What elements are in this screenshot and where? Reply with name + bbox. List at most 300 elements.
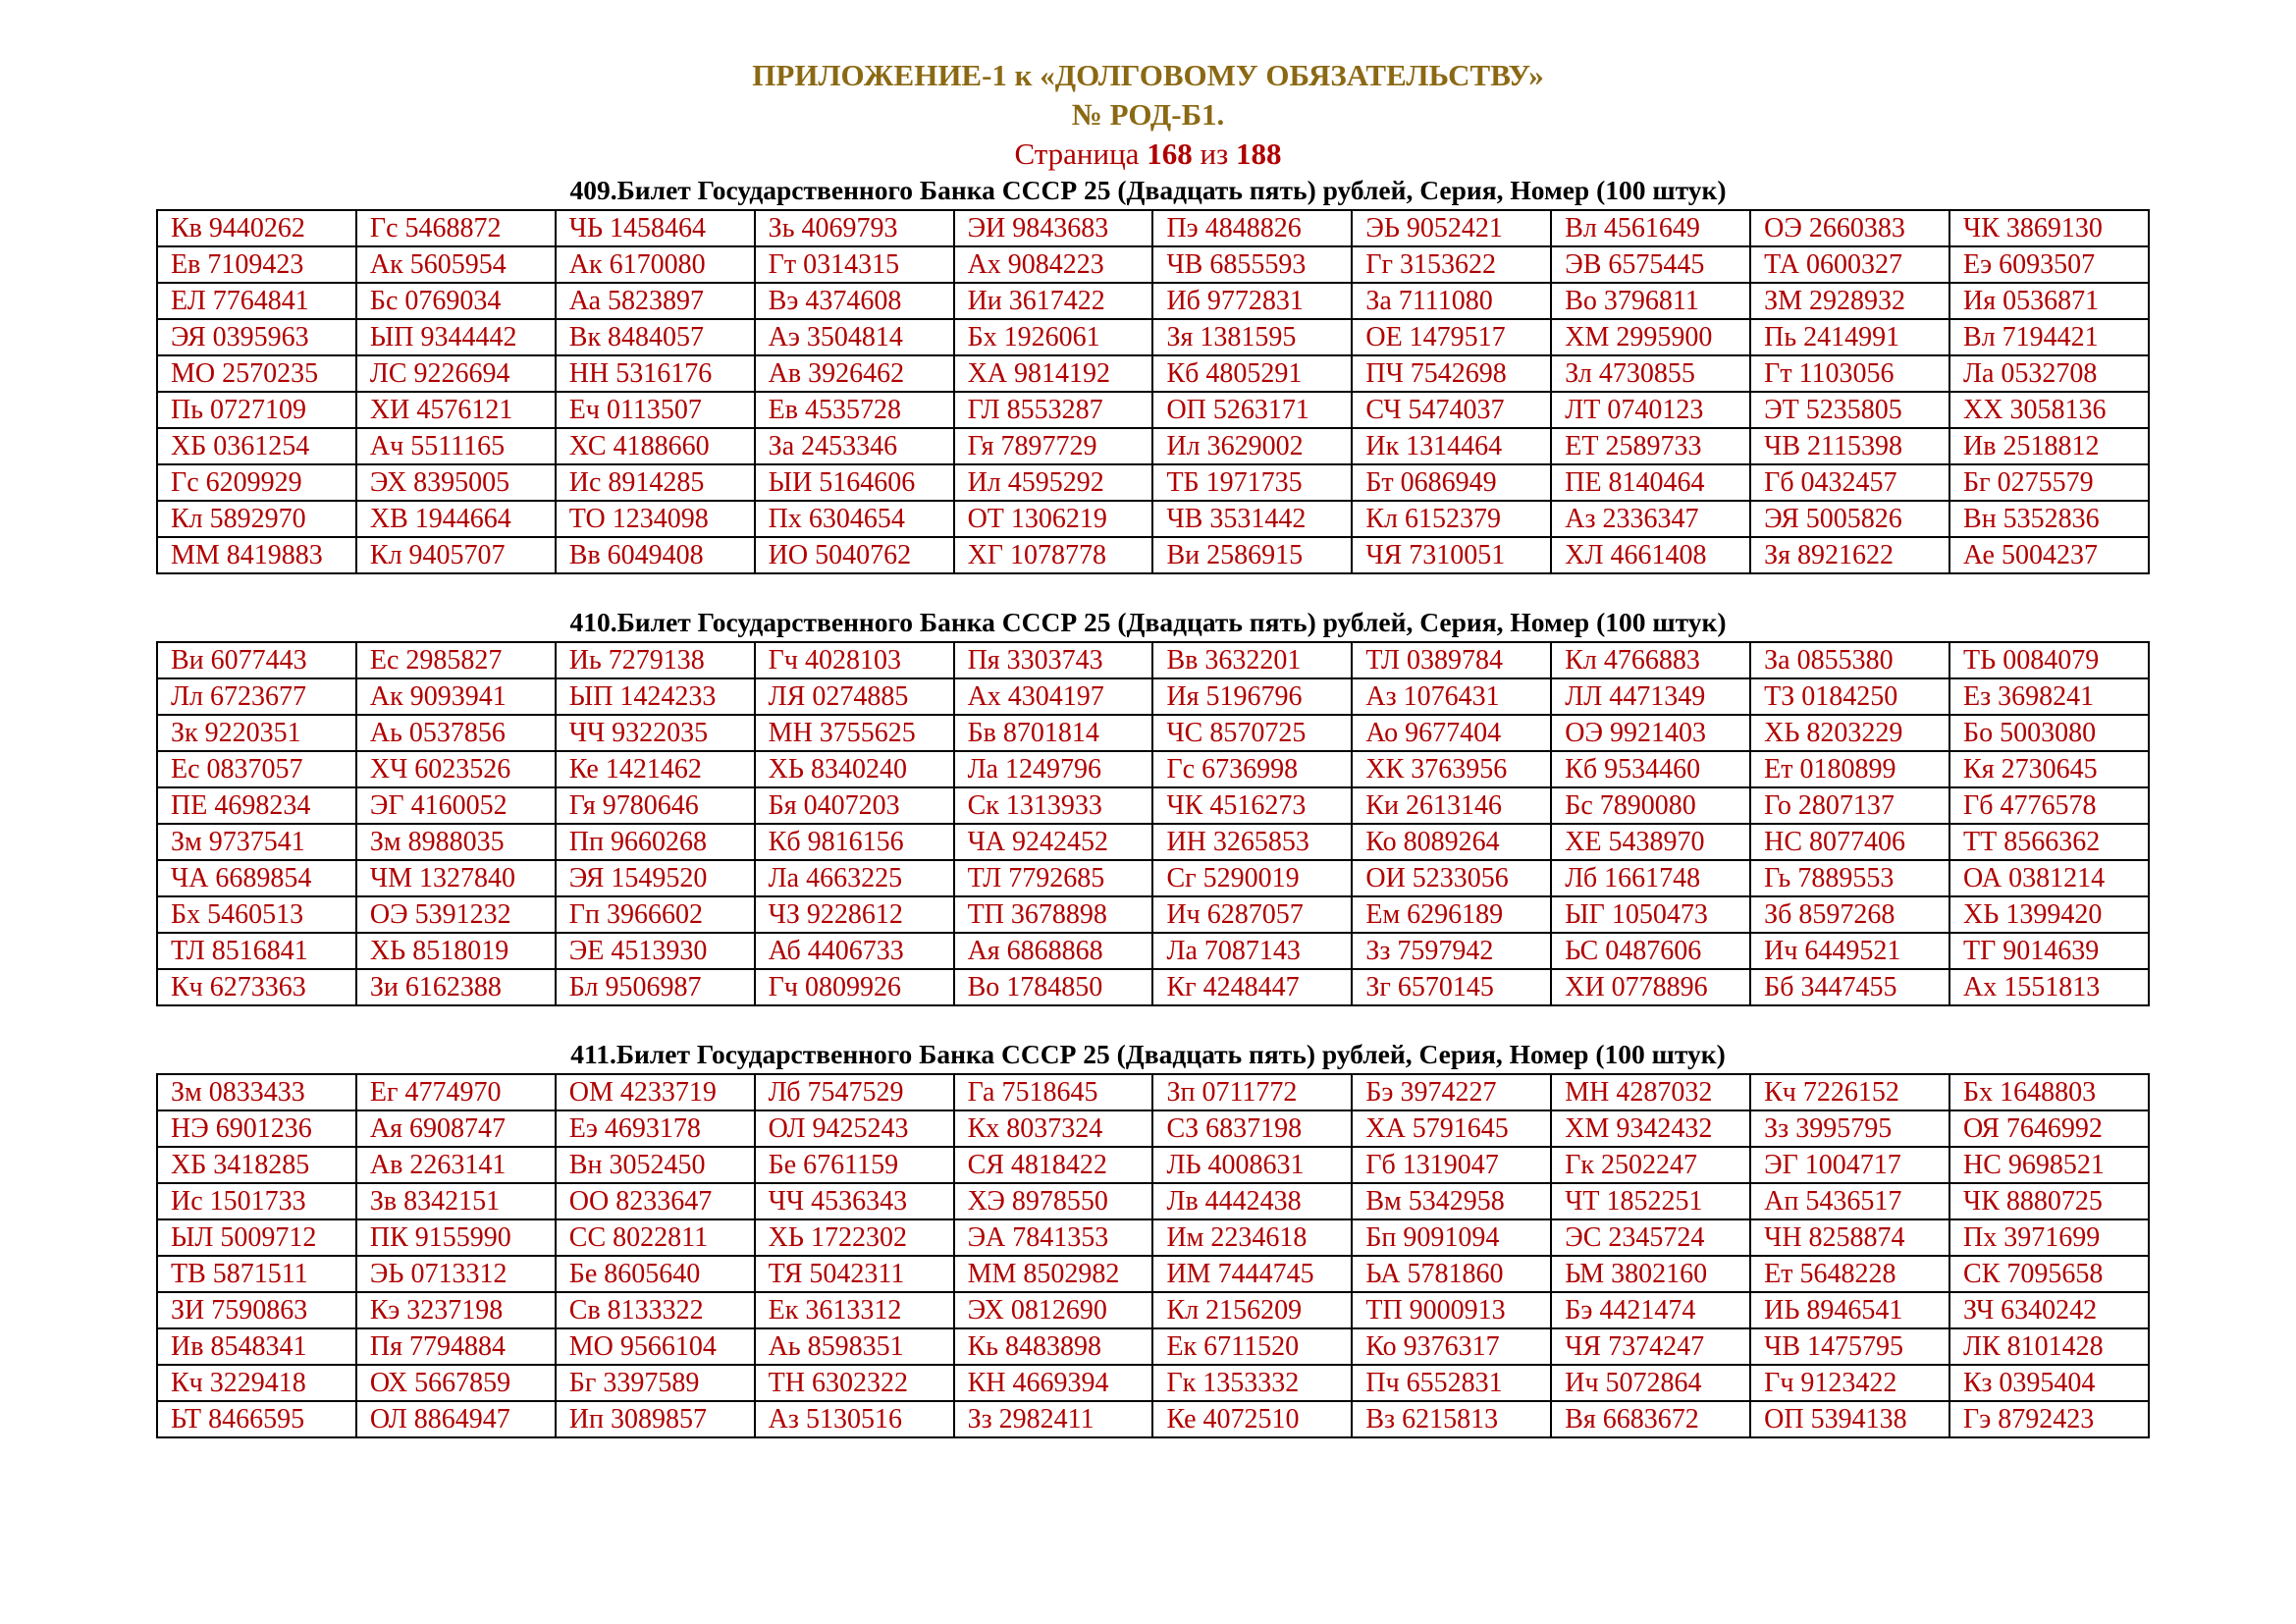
ticket-cell: Кб 9816156 (755, 824, 954, 860)
ticket-cell: ЧК 4516273 (1152, 787, 1352, 824)
ticket-cell: ЛК 8101428 (1949, 1328, 2149, 1365)
ticket-cell: Пя 7794884 (356, 1328, 556, 1365)
ticket-cell: Кч 3229418 (157, 1365, 356, 1401)
ticket-cell: Ез 3698241 (1949, 678, 2149, 715)
ticket-cell: Кл 4766883 (1551, 642, 1750, 678)
ticket-cell: Бх 1926061 (954, 319, 1153, 355)
ticket-cell: Гк 2502247 (1551, 1147, 1750, 1183)
table-row (157, 678, 2149, 715)
ticket-cell: ХВ 1944664 (356, 501, 556, 537)
ticket-cell: ЧЯ 7310051 (1352, 537, 1551, 573)
ticket-cell: Ет 5648228 (1750, 1256, 1949, 1292)
ticket-cell: Бх 5460513 (157, 896, 356, 933)
ticket-cell: Лл 6723677 (157, 678, 356, 715)
ticket-cell: ТЛ 7792685 (954, 860, 1153, 896)
ticket-cell: Кл 6152379 (1352, 501, 1551, 537)
ticket-cell: Ае 5004237 (1949, 537, 2149, 573)
ticket-cell: Ла 4663225 (755, 860, 954, 896)
ticket-cell: ЛЯ 0274885 (755, 678, 954, 715)
ticket-cell: Ла 0532708 (1949, 355, 2149, 392)
ticket-cell: ММ 8419883 (157, 537, 356, 573)
ticket-cell: Гб 1319047 (1352, 1147, 1551, 1183)
ticket-cell: Лб 7547529 (755, 1074, 954, 1110)
ticket-cell: НС 8077406 (1750, 824, 1949, 860)
ticket-cell: ЕЛ 7764841 (157, 283, 356, 319)
ticket-cell: Гс 5468872 (356, 210, 556, 246)
section-410-table (156, 641, 2150, 1006)
ticket-cell: Ая 6908747 (356, 1110, 556, 1147)
ticket-cell: Гб 4776578 (1949, 787, 2149, 824)
table-row (157, 1219, 2149, 1256)
table-row (157, 860, 2149, 896)
ticket-cell: Гя 7897729 (954, 428, 1153, 464)
ticket-cell: Бг 3397589 (556, 1365, 755, 1401)
ticket-cell: ЫП 9344442 (356, 319, 556, 355)
ticket-cell: Га 7518645 (954, 1074, 1153, 1110)
ticket-cell: Вл 4561649 (1551, 210, 1750, 246)
ticket-cell: СЯ 4818422 (954, 1147, 1153, 1183)
table-row (157, 392, 2149, 428)
ticket-cell: Вэ 4374608 (755, 283, 954, 319)
ticket-cell: ХГ 1078778 (954, 537, 1153, 573)
ticket-cell: Зя 8921622 (1750, 537, 1949, 573)
page-of-label: из (1200, 136, 1229, 171)
table-row (157, 319, 2149, 355)
ticket-cell: Ес 0837057 (157, 751, 356, 787)
ticket-cell: Аз 1076431 (1352, 678, 1551, 715)
ticket-cell: ХЬ 8340240 (755, 751, 954, 787)
ticket-cell: Зк 9220351 (157, 715, 356, 751)
ticket-cell: Ич 6449521 (1750, 933, 1949, 969)
ticket-cell: ЭЯ 1549520 (556, 860, 755, 896)
ticket-cell: Гэ 8792423 (1949, 1401, 2149, 1437)
document-number: № РОД-Б1. (1071, 97, 1225, 132)
table-row (157, 715, 2149, 751)
ticket-cell: Ак 6170080 (556, 246, 755, 283)
ticket-cell: ОП 5263171 (1152, 392, 1352, 428)
ticket-cell: ЭХ 0812690 (954, 1292, 1153, 1328)
ticket-cell: Ис 8914285 (556, 464, 755, 501)
ticket-cell: ЧА 9242452 (954, 824, 1153, 860)
ticket-cell: МО 9566104 (556, 1328, 755, 1365)
ticket-cell: Бт 0686949 (1352, 464, 1551, 501)
ticket-cell: ЭИ 9843683 (954, 210, 1153, 246)
ticket-cell: Аз 2336347 (1551, 501, 1750, 537)
ticket-cell: Зм 8988035 (356, 824, 556, 860)
table-row (157, 246, 2149, 283)
ticket-cell: Ак 9093941 (356, 678, 556, 715)
ticket-cell: ОА 0381214 (1949, 860, 2149, 896)
ticket-cell: ХЛ 4661408 (1551, 537, 1750, 573)
ticket-cell: Ег 4774970 (356, 1074, 556, 1110)
ticket-cell: ОЕ 1479517 (1352, 319, 1551, 355)
ticket-cell: СЧ 5474037 (1352, 392, 1551, 428)
ticket-cell: Пх 3971699 (1949, 1219, 2149, 1256)
ticket-cell: ЕТ 2589733 (1551, 428, 1750, 464)
ticket-cell: Гс 6209929 (157, 464, 356, 501)
ticket-cell: Ия 5196796 (1152, 678, 1352, 715)
ticket-cell: ХИ 0778896 (1551, 969, 1750, 1005)
ticket-cell: Ав 3926462 (755, 355, 954, 392)
ticket-cell: ЭХ 8395005 (356, 464, 556, 501)
ticket-cell: Ик 1314464 (1352, 428, 1551, 464)
ticket-cell: Кг 4248447 (1152, 969, 1352, 1005)
ticket-cell: Бг 0275579 (1949, 464, 2149, 501)
ticket-cell: Зл 4730855 (1551, 355, 1750, 392)
ticket-cell: Ах 9084223 (954, 246, 1153, 283)
ticket-cell: Зг 6570145 (1352, 969, 1551, 1005)
ticket-cell: Ви 6077443 (157, 642, 356, 678)
ticket-cell: Ек 3613312 (755, 1292, 954, 1328)
section-411-title: 411.Билет Государственного Банка СССР 25 (Двадцать пять) рублей, Серия, Номер (100 штук) (570, 1039, 1726, 1069)
ticket-cell: Пч 6552831 (1352, 1365, 1551, 1401)
ticket-cell: ЧВ 3531442 (1152, 501, 1352, 537)
ticket-cell: Кь 8483898 (954, 1328, 1153, 1365)
ticket-cell: ЛЬ 4008631 (1152, 1147, 1352, 1183)
ticket-cell: ЬС 0487606 (1551, 933, 1750, 969)
ticket-cell: ЛС 9226694 (356, 355, 556, 392)
ticket-cell: Зь 4069793 (755, 210, 954, 246)
ticket-cell: НН 5316176 (556, 355, 755, 392)
ticket-cell: ХК 3763956 (1352, 751, 1551, 787)
ticket-cell: ОЭ 2660383 (1750, 210, 1949, 246)
ticket-cell: Ах 1551813 (1949, 969, 2149, 1005)
ticket-cell: ТЬ 0084079 (1949, 642, 2149, 678)
table-row (157, 1401, 2149, 1437)
ticket-cell: Гг 3153622 (1352, 246, 1551, 283)
ticket-cell: ЧН 8258874 (1750, 1219, 1949, 1256)
ticket-cell: ТН 6302322 (755, 1365, 954, 1401)
ticket-cell: Кэ 3237198 (356, 1292, 556, 1328)
ticket-cell: Ах 4304197 (954, 678, 1153, 715)
ticket-cell: ХА 9814192 (954, 355, 1153, 392)
ticket-cell: Ек 6711520 (1152, 1328, 1352, 1365)
ticket-cell: ТБ 1971735 (1152, 464, 1352, 501)
ticket-cell: ОЯ 7646992 (1949, 1110, 2149, 1147)
ticket-cell: Лв 4442438 (1152, 1183, 1352, 1219)
ticket-cell: Ип 3089857 (556, 1401, 755, 1437)
ticket-cell: ЗИ 7590863 (157, 1292, 356, 1328)
ticket-cell: ХЕ 5438970 (1551, 824, 1750, 860)
section-410-title: 410.Билет Государственного Банка СССР 25 (Двадцать пять) рублей, Серия, Номер (100 штук) (569, 607, 1727, 637)
ticket-cell: ЭВ 6575445 (1551, 246, 1750, 283)
ticket-cell: Вк 8484057 (556, 319, 755, 355)
ticket-cell: ОМ 4233719 (556, 1074, 755, 1110)
ticket-cell: Гч 0809926 (755, 969, 954, 1005)
ticket-cell: Ии 3617422 (954, 283, 1153, 319)
ticket-cell: ЭЕ 4513930 (556, 933, 755, 969)
ticket-cell: Бе 8605640 (556, 1256, 755, 1292)
ticket-cell: Кл 9405707 (356, 537, 556, 573)
ticket-cell: ЭС 2345724 (1551, 1219, 1750, 1256)
ticket-cell: ХЧ 6023526 (356, 751, 556, 787)
table-row (157, 787, 2149, 824)
ticket-cell: Ви 2586915 (1152, 537, 1352, 573)
ticket-cell: ЧК 8880725 (1949, 1183, 2149, 1219)
ticket-cell: Ес 2985827 (356, 642, 556, 678)
ticket-cell: Зз 7597942 (1352, 933, 1551, 969)
section-409-table (156, 209, 2150, 574)
ticket-cell: ЬМ 3802160 (1551, 1256, 1750, 1292)
ticket-cell: ИМ 7444745 (1152, 1256, 1352, 1292)
ticket-cell: Бх 1648803 (1949, 1074, 2149, 1110)
ticket-cell: Пь 2414991 (1750, 319, 1949, 355)
ticket-cell: Гч 4028103 (755, 642, 954, 678)
ticket-cell: Бв 8701814 (954, 715, 1153, 751)
ticket-cell: Ки 2613146 (1352, 787, 1551, 824)
ticket-cell: Аа 5823897 (556, 283, 755, 319)
ticket-cell: ЗМ 2928932 (1750, 283, 1949, 319)
ticket-cell: Им 2234618 (1152, 1219, 1352, 1256)
ticket-cell: Лб 1661748 (1551, 860, 1750, 896)
ticket-cell: Зм 0833433 (157, 1074, 356, 1110)
ticket-cell: Вл 7194421 (1949, 319, 2149, 355)
ticket-cell: ОЛ 9425243 (755, 1110, 954, 1147)
ticket-cell: Гк 1353332 (1152, 1365, 1352, 1401)
ticket-cell: Зп 0711772 (1152, 1074, 1352, 1110)
ticket-cell: Во 1784850 (954, 969, 1153, 1005)
ticket-cell: ЗЧ 6340242 (1949, 1292, 2149, 1328)
ticket-cell: ЛТ 0740123 (1551, 392, 1750, 428)
ticket-cell: Иб 9772831 (1152, 283, 1352, 319)
ticket-cell: ПЧ 7542698 (1352, 355, 1551, 392)
ticket-cell: Ем 6296189 (1352, 896, 1551, 933)
ticket-cell: Ко 9376317 (1352, 1328, 1551, 1365)
table-row (157, 537, 2149, 573)
table-row (157, 1147, 2149, 1183)
ticket-cell: ЧЯ 7374247 (1551, 1328, 1750, 1365)
ticket-cell: Гс 6736998 (1152, 751, 1352, 787)
table-row (157, 1110, 2149, 1147)
table-row (157, 1365, 2149, 1401)
ticket-cell: ОТ 1306219 (954, 501, 1153, 537)
ticket-cell: ЬТ 8466595 (157, 1401, 356, 1437)
ticket-cell: ЭА 7841353 (954, 1219, 1153, 1256)
table-row (157, 428, 2149, 464)
ticket-cell: Пп 9660268 (556, 824, 755, 860)
ticket-cell: СС 8022811 (556, 1219, 755, 1256)
ticket-cell: Ив 2518812 (1949, 428, 2149, 464)
ticket-cell: ХБ 0361254 (157, 428, 356, 464)
ticket-cell: ТЛ 0389784 (1352, 642, 1551, 678)
ticket-cell: Аь 8598351 (755, 1328, 954, 1365)
ticket-cell: За 0855380 (1750, 642, 1949, 678)
ticket-cell: Ич 6287057 (1152, 896, 1352, 933)
ticket-cell: Бэ 4421474 (1551, 1292, 1750, 1328)
ticket-cell: Пэ 4848826 (1152, 210, 1352, 246)
table-row (157, 1074, 2149, 1110)
ticket-cell: Ия 0536871 (1949, 283, 2149, 319)
ticket-cell: Ко 8089264 (1352, 824, 1551, 860)
ticket-cell: ОИ 5233056 (1352, 860, 1551, 896)
ticket-cell: ЧЗ 9228612 (755, 896, 954, 933)
ticket-cell: ХБ 3418285 (157, 1147, 356, 1183)
ticket-cell: Еэ 4693178 (556, 1110, 755, 1147)
ticket-cell: ОП 5394138 (1750, 1401, 1949, 1437)
ticket-cell: ЧЬ 1458464 (556, 210, 755, 246)
ticket-cell: ТЯ 5042311 (755, 1256, 954, 1292)
ticket-cell: Ке 4072510 (1152, 1401, 1352, 1437)
ticket-cell: Зя 1381595 (1152, 319, 1352, 355)
ticket-cell: ЭЬ 9052421 (1352, 210, 1551, 246)
ticket-cell: ХС 4188660 (556, 428, 755, 464)
ticket-cell: Зз 2982411 (954, 1401, 1153, 1437)
ticket-cell: ТГ 9014639 (1949, 933, 2149, 969)
ticket-cell: ЧЧ 9322035 (556, 715, 755, 751)
ticket-cell: ТП 9000913 (1352, 1292, 1551, 1328)
ticket-cell: Бл 9506987 (556, 969, 755, 1005)
ticket-cell: Аз 5130516 (755, 1401, 954, 1437)
table-row (157, 1183, 2149, 1219)
section-409-title: 409.Билет Государственного Банка СССР 25 (Двадцать пять) рублей, Серия, Номер (100 штук) (569, 175, 1727, 205)
ticket-cell: КН 4669394 (954, 1365, 1153, 1401)
ticket-cell: Св 8133322 (556, 1292, 755, 1328)
ticket-cell: МН 4287032 (1551, 1074, 1750, 1110)
ticket-cell: Гя 9780646 (556, 787, 755, 824)
ticket-cell: Ев 7109423 (157, 246, 356, 283)
table-row (157, 283, 2149, 319)
ticket-cell: Ач 5511165 (356, 428, 556, 464)
ticket-cell: Го 2807137 (1750, 787, 1949, 824)
ticket-cell: За 2453346 (755, 428, 954, 464)
ticket-cell: ИН 3265853 (1152, 824, 1352, 860)
table-row (157, 1328, 2149, 1365)
ticket-cell: Зм 9737541 (157, 824, 356, 860)
ticket-cell: ИЬ 8946541 (1750, 1292, 1949, 1328)
table-row (157, 501, 2149, 537)
ticket-cell: Бо 5003080 (1949, 715, 2149, 751)
ticket-cell: Ла 1249796 (954, 751, 1153, 787)
ticket-cell: Ис 1501733 (157, 1183, 356, 1219)
ticket-cell: Ев 4535728 (755, 392, 954, 428)
ticket-cell: ХИ 4576121 (356, 392, 556, 428)
ticket-cell: СЗ 6837198 (1152, 1110, 1352, 1147)
ticket-cell: Бе 6761159 (755, 1147, 954, 1183)
ticket-cell: Ив 8548341 (157, 1328, 356, 1365)
ticket-cell: Пь 0727109 (157, 392, 356, 428)
ticket-cell: ОО 8233647 (556, 1183, 755, 1219)
ticket-cell: НЭ 6901236 (157, 1110, 356, 1147)
ticket-cell: МН 3755625 (755, 715, 954, 751)
ticket-cell: Вя 6683672 (1551, 1401, 1750, 1437)
ticket-cell: ТТ 8566362 (1949, 824, 2149, 860)
ticket-cell: ЫИ 5164606 (755, 464, 954, 501)
ticket-cell: Зз 3995795 (1750, 1110, 1949, 1147)
ticket-cell: ХЭ 8978550 (954, 1183, 1153, 1219)
ticket-cell: Гч 9123422 (1750, 1365, 1949, 1401)
ticket-cell: Кв 9440262 (157, 210, 356, 246)
ticket-cell: Пх 6304654 (755, 501, 954, 537)
ticket-cell: ЭТ 5235805 (1750, 392, 1949, 428)
table-row (157, 933, 2149, 969)
ticket-cell: ЧК 3869130 (1949, 210, 2149, 246)
ticket-cell: ЧЧ 4536343 (755, 1183, 954, 1219)
ticket-cell: ЛЛ 4471349 (1551, 678, 1750, 715)
table-row (157, 1256, 2149, 1292)
ticket-cell: ПК 9155990 (356, 1219, 556, 1256)
section-411-table (156, 1073, 2150, 1438)
ticket-cell: Гб 0432457 (1750, 464, 1949, 501)
ticket-cell: ЫЛ 5009712 (157, 1219, 356, 1256)
ticket-cell: Гп 3966602 (556, 896, 755, 933)
ticket-cell: ОЭ 9921403 (1551, 715, 1750, 751)
ticket-cell: ТЛ 8516841 (157, 933, 356, 969)
ticket-cell: Во 3796811 (1551, 283, 1750, 319)
ticket-cell: Бс 0769034 (356, 283, 556, 319)
ticket-cell: Ла 7087143 (1152, 933, 1352, 969)
ticket-cell: ТП 3678898 (954, 896, 1153, 933)
ticket-cell: Кя 2730645 (1949, 751, 2149, 787)
ticket-cell: Ап 5436517 (1750, 1183, 1949, 1219)
ticket-cell: ЧМ 1327840 (356, 860, 556, 896)
ticket-cell: Ке 1421462 (556, 751, 755, 787)
ticket-cell: Кл 2156209 (1152, 1292, 1352, 1328)
ticket-cell: ЭГ 1004717 (1750, 1147, 1949, 1183)
ticket-cell: ХЬ 1399420 (1949, 896, 2149, 933)
ticket-cell: ХЬ 8203229 (1750, 715, 1949, 751)
ticket-cell: ХЬ 1722302 (755, 1219, 954, 1256)
ticket-cell: Бэ 3974227 (1352, 1074, 1551, 1110)
ticket-cell: Зи 6162388 (356, 969, 556, 1005)
table-row (157, 464, 2149, 501)
ticket-cell: ХХ 3058136 (1949, 392, 2149, 428)
ticket-cell: Еэ 6093507 (1949, 246, 2149, 283)
ticket-cell: ХМ 2995900 (1551, 319, 1750, 355)
ticket-cell: ХЬ 8518019 (356, 933, 556, 969)
ticket-cell: Вн 5352836 (1949, 501, 2149, 537)
ticket-cell: ЭЬ 0713312 (356, 1256, 556, 1292)
ticket-cell: Бс 7890080 (1551, 787, 1750, 824)
ticket-cell: ПЕ 8140464 (1551, 464, 1750, 501)
ticket-cell: Кз 0395404 (1949, 1365, 2149, 1401)
ticket-cell: ХМ 9342432 (1551, 1110, 1750, 1147)
ticket-cell: ЧВ 6855593 (1152, 246, 1352, 283)
ticket-cell: Зб 8597268 (1750, 896, 1949, 933)
table-row (157, 824, 2149, 860)
ticket-cell: ЧА 6689854 (157, 860, 356, 896)
ticket-cell: Зв 8342151 (356, 1183, 556, 1219)
ticket-cell: ЭГ 4160052 (356, 787, 556, 824)
ticket-cell: ОЛ 8864947 (356, 1401, 556, 1437)
ticket-cell: Ая 6868868 (954, 933, 1153, 969)
ticket-cell: Вв 6049408 (556, 537, 755, 573)
page-indicator (0, 135, 2296, 173)
ticket-cell: ЧТ 1852251 (1551, 1183, 1750, 1219)
ticket-cell: Кб 9534460 (1551, 751, 1750, 787)
ticket-cell: ОХ 5667859 (356, 1365, 556, 1401)
ticket-cell: ОЭ 5391232 (356, 896, 556, 933)
ticket-cell: Иь 7279138 (556, 642, 755, 678)
ticket-cell: Бп 9091094 (1352, 1219, 1551, 1256)
ticket-cell: ТА 0600327 (1750, 246, 1949, 283)
ticket-cell: Ак 5605954 (356, 246, 556, 283)
ticket-cell: СК 7095658 (1949, 1256, 2149, 1292)
page-total: 188 (1236, 136, 1282, 171)
table-row (157, 642, 2149, 678)
ticket-cell: ЭЯ 5005826 (1750, 501, 1949, 537)
ticket-cell: ЫГ 1050473 (1551, 896, 1750, 933)
page-current: 168 (1147, 136, 1193, 171)
ticket-cell: Вм 5342958 (1352, 1183, 1551, 1219)
ticket-cell: Вв 3632201 (1152, 642, 1352, 678)
ticket-cell: Гт 0314315 (755, 246, 954, 283)
ticket-cell: ЧВ 1475795 (1750, 1328, 1949, 1365)
ticket-cell: Кб 4805291 (1152, 355, 1352, 392)
ticket-cell: Бб 3447455 (1750, 969, 1949, 1005)
ticket-cell: Ав 2263141 (356, 1147, 556, 1183)
ticket-cell: Ил 3629002 (1152, 428, 1352, 464)
ticket-cell: Аь 0537856 (356, 715, 556, 751)
